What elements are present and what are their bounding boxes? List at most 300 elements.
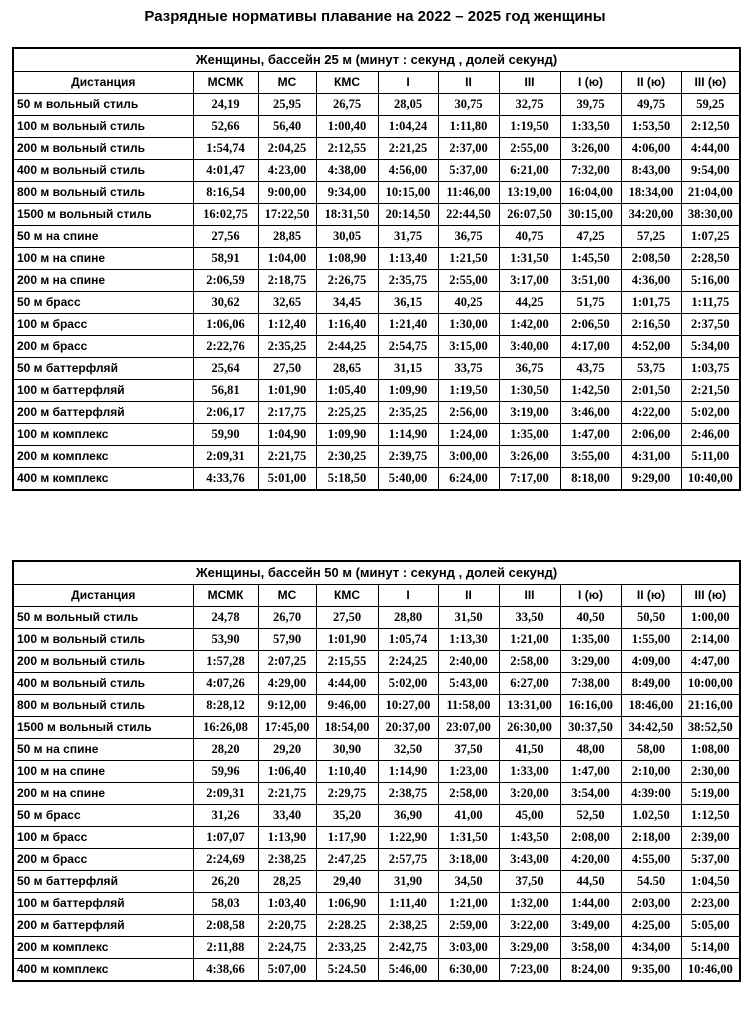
time-cell: 1:07,25 <box>681 226 740 248</box>
table-row <box>13 937 740 959</box>
time-cell: 39,75 <box>560 94 621 116</box>
time-cell: 58,00 <box>621 739 681 761</box>
table-row <box>13 651 740 673</box>
time-cell: 10:46,00 <box>681 959 740 982</box>
time-cell: 2:10,00 <box>621 761 681 783</box>
time-cell: 18:31,50 <box>316 204 378 226</box>
time-cell: 2:21,75 <box>258 446 316 468</box>
time-cell: 29,20 <box>258 739 316 761</box>
time-cell: 8:24,00 <box>560 959 621 982</box>
time-cell: 5:37,00 <box>438 160 499 182</box>
time-cell: 5:19,00 <box>681 783 740 805</box>
time-cell: 1:21,00 <box>438 893 499 915</box>
time-cell: 2:39,00 <box>681 827 740 849</box>
time-cell: 25,64 <box>193 358 258 380</box>
table-row <box>13 695 740 717</box>
time-cell: 51,75 <box>560 292 621 314</box>
table-row <box>13 805 740 827</box>
time-cell: 3:19,00 <box>499 402 560 424</box>
table-row <box>13 827 740 849</box>
time-cell: 3:46,00 <box>560 402 621 424</box>
time-cell: 3:54,00 <box>560 783 621 805</box>
distance-cell: 200 м баттерфляй <box>13 915 193 937</box>
column-header-rank: МС <box>258 72 316 94</box>
distance-cell: 1500 м вольный стиль <box>13 204 193 226</box>
time-cell: 49,75 <box>621 94 681 116</box>
time-cell: 16:04,00 <box>560 182 621 204</box>
distance-cell: 100 м вольный стиль <box>13 116 193 138</box>
table-row <box>13 314 740 336</box>
time-cell: 2:44,25 <box>316 336 378 358</box>
column-header-rank: III (ю) <box>681 72 740 94</box>
time-cell: 52,50 <box>560 805 621 827</box>
distance-cell: 100 м на спине <box>13 761 193 783</box>
column-header-rank: II <box>438 585 499 607</box>
time-cell: 1:13,40 <box>378 248 438 270</box>
time-cell: 10:27,00 <box>378 695 438 717</box>
distance-cell: 50 м на спине <box>13 739 193 761</box>
time-cell: 45,00 <box>499 805 560 827</box>
column-header-rank: II (ю) <box>621 585 681 607</box>
column-header-rank: II <box>438 72 499 94</box>
table-row <box>13 226 740 248</box>
distance-cell: 1500 м вольный стиль <box>13 717 193 739</box>
time-cell: 4:06,00 <box>621 138 681 160</box>
time-cell: 44,25 <box>499 292 560 314</box>
time-cell: 1:22,90 <box>378 827 438 849</box>
time-cell: 18:54,00 <box>316 717 378 739</box>
time-cell: 2:07,25 <box>258 651 316 673</box>
table-row <box>13 204 740 226</box>
time-cell: 2:30,25 <box>316 446 378 468</box>
time-cell: 5:14,00 <box>681 937 740 959</box>
time-cell: 9:46,00 <box>316 695 378 717</box>
time-cell: 2:12,50 <box>681 116 740 138</box>
time-cell: 1:01,90 <box>258 380 316 402</box>
distance-cell: 400 м комплекс <box>13 959 193 982</box>
time-cell: 2:35,25 <box>258 336 316 358</box>
table-row <box>13 893 740 915</box>
time-cell: 53,90 <box>193 629 258 651</box>
time-cell: 1:00,40 <box>316 116 378 138</box>
table-row <box>13 160 740 182</box>
time-cell: 2:35,25 <box>378 402 438 424</box>
time-cell: 31,50 <box>438 607 499 629</box>
time-cell: 38:30,00 <box>681 204 740 226</box>
time-cell: 1:42,00 <box>499 314 560 336</box>
time-cell: 1:06,90 <box>316 893 378 915</box>
table-row <box>13 402 740 424</box>
time-cell: 3:17,00 <box>499 270 560 292</box>
time-cell: 2:56,00 <box>438 402 499 424</box>
column-header-rank: I <box>378 72 438 94</box>
time-cell: 1:57,28 <box>193 651 258 673</box>
time-cell: 2:25,25 <box>316 402 378 424</box>
table-row <box>13 673 740 695</box>
table-row <box>13 358 740 380</box>
time-cell: 17:45,00 <box>258 717 316 739</box>
time-cell: 1.02,50 <box>621 805 681 827</box>
time-cell: 2:37,00 <box>438 138 499 160</box>
column-header-rank: I (ю) <box>560 585 621 607</box>
column-header-distance: Дистанция <box>13 585 193 607</box>
time-cell: 6:21,00 <box>499 160 560 182</box>
table-row <box>13 292 740 314</box>
time-cell: 2:46,00 <box>681 424 740 446</box>
distance-cell: 400 м вольный стиль <box>13 673 193 695</box>
time-cell: 5:43,00 <box>438 673 499 695</box>
distance-cell: 800 м вольный стиль <box>13 182 193 204</box>
time-cell: 24,78 <box>193 607 258 629</box>
time-cell: 1:45,50 <box>560 248 621 270</box>
distance-cell: 100 м баттерфляй <box>13 893 193 915</box>
time-cell: 36,75 <box>438 226 499 248</box>
time-cell: 3:49,00 <box>560 915 621 937</box>
time-cell: 2:06,50 <box>560 314 621 336</box>
time-cell: 3:15,00 <box>438 336 499 358</box>
table-row <box>13 739 740 761</box>
time-cell: 2:58,00 <box>499 651 560 673</box>
time-cell: 38:52,50 <box>681 717 740 739</box>
time-cell: 1:14,90 <box>378 424 438 446</box>
time-cell: 2:22,76 <box>193 336 258 358</box>
time-cell: 41,50 <box>499 739 560 761</box>
time-cell: 9:29,00 <box>621 468 681 491</box>
time-cell: 3:03,00 <box>438 937 499 959</box>
table-row <box>13 138 740 160</box>
time-cell: 2:47,25 <box>316 849 378 871</box>
time-cell: 27,50 <box>316 607 378 629</box>
time-cell: 2:28,50 <box>681 248 740 270</box>
time-cell: 9:34,00 <box>316 182 378 204</box>
time-cell: 2:33,25 <box>316 937 378 959</box>
column-header-rank: МСМК <box>193 585 258 607</box>
time-cell: 1:31,50 <box>438 827 499 849</box>
time-cell: 34:20,00 <box>621 204 681 226</box>
time-cell: 2:23,00 <box>681 893 740 915</box>
time-cell: 8:49,00 <box>621 673 681 695</box>
time-cell: 20:14,50 <box>378 204 438 226</box>
time-cell: 9:00,00 <box>258 182 316 204</box>
distance-cell: 200 м баттерфляй <box>13 402 193 424</box>
time-cell: 1:35,00 <box>499 424 560 446</box>
time-cell: 59,96 <box>193 761 258 783</box>
time-cell: 16:02,75 <box>193 204 258 226</box>
time-cell: 2:18,75 <box>258 270 316 292</box>
time-cell: 18:34,00 <box>621 182 681 204</box>
time-cell: 2:08,50 <box>621 248 681 270</box>
time-cell: 2:35,75 <box>378 270 438 292</box>
time-cell: 3:43,00 <box>499 849 560 871</box>
time-cell: 28,25 <box>258 871 316 893</box>
time-cell: 8:16,54 <box>193 182 258 204</box>
table-row <box>13 849 740 871</box>
time-cell: 1:12,40 <box>258 314 316 336</box>
time-cell: 2:12,55 <box>316 138 378 160</box>
time-cell: 2:09,31 <box>193 783 258 805</box>
time-cell: 1:08,90 <box>316 248 378 270</box>
time-cell: 1:21,40 <box>378 314 438 336</box>
time-cell: 29,40 <box>316 871 378 893</box>
distance-cell: 800 м вольный стиль <box>13 695 193 717</box>
time-cell: 4:34,00 <box>621 937 681 959</box>
time-cell: 36,75 <box>499 358 560 380</box>
time-cell: 3:18,00 <box>438 849 499 871</box>
time-cell: 4:20,00 <box>560 849 621 871</box>
time-cell: 31,75 <box>378 226 438 248</box>
time-cell: 5:11,00 <box>681 446 740 468</box>
time-cell: 5:05,00 <box>681 915 740 937</box>
time-cell: 10:15,00 <box>378 182 438 204</box>
time-cell: 2:06,59 <box>193 270 258 292</box>
table-row <box>13 915 740 937</box>
time-cell: 1:54,74 <box>193 138 258 160</box>
time-cell: 2:40,00 <box>438 651 499 673</box>
table-caption: Женщины, бассейн 50 м (минут : секунд , долей секунд) <box>13 561 740 585</box>
time-cell: 2:06,00 <box>621 424 681 446</box>
time-cell: 1:32,00 <box>499 893 560 915</box>
time-cell: 1:19,50 <box>499 116 560 138</box>
time-cell: 6:27,00 <box>499 673 560 695</box>
distance-cell: 400 м вольный стиль <box>13 160 193 182</box>
time-cell: 5:02,00 <box>378 673 438 695</box>
distance-cell: 100 м баттерфляй <box>13 380 193 402</box>
time-cell: 2:01,50 <box>621 380 681 402</box>
table-row <box>13 424 740 446</box>
time-cell: 1:21,00 <box>499 629 560 651</box>
time-cell: 7:23,00 <box>499 959 560 982</box>
time-cell: 32,75 <box>499 94 560 116</box>
time-cell: 26:30,00 <box>499 717 560 739</box>
time-cell: 31,90 <box>378 871 438 893</box>
time-cell: 4:29,00 <box>258 673 316 695</box>
time-cell: 1:06,06 <box>193 314 258 336</box>
time-cell: 4:56,00 <box>378 160 438 182</box>
distance-cell: 200 м на спине <box>13 783 193 805</box>
time-cell: 1:04,24 <box>378 116 438 138</box>
table-row <box>13 629 740 651</box>
table-header-row <box>13 72 740 94</box>
column-header-rank: КМС <box>316 72 378 94</box>
time-cell: 7:17,00 <box>499 468 560 491</box>
time-cell: 31,26 <box>193 805 258 827</box>
distance-cell: 50 м баттерфляй <box>13 358 193 380</box>
table-row <box>13 116 740 138</box>
time-cell: 1:31,50 <box>499 248 560 270</box>
time-cell: 2:42,75 <box>378 937 438 959</box>
time-cell: 27,56 <box>193 226 258 248</box>
column-header-rank: II (ю) <box>621 72 681 94</box>
column-header-rank: III <box>499 585 560 607</box>
time-cell: 2:06,17 <box>193 402 258 424</box>
time-cell: 2:24,25 <box>378 651 438 673</box>
time-cell: 3:29,00 <box>560 651 621 673</box>
time-cell: 31,15 <box>378 358 438 380</box>
time-cell: 22:44,50 <box>438 204 499 226</box>
time-cell: 28,05 <box>378 94 438 116</box>
table-caption-row <box>13 48 740 72</box>
time-cell: 32,65 <box>258 292 316 314</box>
time-cell: 1:05,40 <box>316 380 378 402</box>
distance-cell: 100 м на спине <box>13 248 193 270</box>
time-cell: 2:17,75 <box>258 402 316 424</box>
time-cell: 4:09,00 <box>621 651 681 673</box>
time-cell: 58,03 <box>193 893 258 915</box>
time-cell: 1:13,90 <box>258 827 316 849</box>
distance-cell: 100 м вольный стиль <box>13 629 193 651</box>
time-cell: 17:22,50 <box>258 204 316 226</box>
time-cell: 6:24,00 <box>438 468 499 491</box>
time-cell: 56,81 <box>193 380 258 402</box>
table-row <box>13 182 740 204</box>
time-cell: 8:43,00 <box>621 160 681 182</box>
time-cell: 48,00 <box>560 739 621 761</box>
time-cell: 1:24,00 <box>438 424 499 446</box>
time-cell: 1:42,50 <box>560 380 621 402</box>
time-cell: 13:31,00 <box>499 695 560 717</box>
distance-cell: 200 м брасс <box>13 336 193 358</box>
time-cell: 59,90 <box>193 424 258 446</box>
distance-cell: 200 м вольный стиль <box>13 651 193 673</box>
time-cell: 50,50 <box>621 607 681 629</box>
distance-cell: 200 м комплекс <box>13 937 193 959</box>
time-cell: 4:17,00 <box>560 336 621 358</box>
time-cell: 5:24.50 <box>316 959 378 982</box>
time-cell: 9:54,00 <box>681 160 740 182</box>
time-cell: 1:10,40 <box>316 761 378 783</box>
time-cell: 9:12,00 <box>258 695 316 717</box>
time-cell: 3:26,00 <box>499 446 560 468</box>
time-cell: 2:14,00 <box>681 629 740 651</box>
time-cell: 1:05,74 <box>378 629 438 651</box>
distance-cell: 50 м вольный стиль <box>13 94 193 116</box>
time-cell: 1:53,50 <box>621 116 681 138</box>
time-cell: 4:44,00 <box>316 673 378 695</box>
time-cell: 11:58,00 <box>438 695 499 717</box>
time-cell: 3:22,00 <box>499 915 560 937</box>
column-header-distance: Дистанция <box>13 72 193 94</box>
time-cell: 52,66 <box>193 116 258 138</box>
time-cell: 1:03,40 <box>258 893 316 915</box>
time-cell: 56,40 <box>258 116 316 138</box>
table-row <box>13 761 740 783</box>
time-cell: 35,20 <box>316 805 378 827</box>
time-cell: 2:39,75 <box>378 446 438 468</box>
time-cell: 4:36,00 <box>621 270 681 292</box>
time-cell: 34:42,50 <box>621 717 681 739</box>
time-cell: 6:30,00 <box>438 959 499 982</box>
time-cell: 8:28,12 <box>193 695 258 717</box>
time-cell: 1:55,00 <box>621 629 681 651</box>
time-cell: 5:37,00 <box>681 849 740 871</box>
pool-25m-table <box>12 47 741 491</box>
time-cell: 40,75 <box>499 226 560 248</box>
time-cell: 30,62 <box>193 292 258 314</box>
table-row <box>13 336 740 358</box>
distance-cell: 100 м брасс <box>13 314 193 336</box>
time-cell: 1:21,50 <box>438 248 499 270</box>
distance-cell: 200 м комплекс <box>13 446 193 468</box>
time-cell: 34,45 <box>316 292 378 314</box>
time-cell: 7:32,00 <box>560 160 621 182</box>
time-cell: 1:30,50 <box>499 380 560 402</box>
time-cell: 4:44,00 <box>681 138 740 160</box>
time-cell: 2:29,75 <box>316 783 378 805</box>
time-cell: 1:04,90 <box>258 424 316 446</box>
time-cell: 1:04,50 <box>681 871 740 893</box>
time-cell: 2:38,25 <box>378 915 438 937</box>
column-header-rank: МСМК <box>193 72 258 94</box>
time-cell: 4:22,00 <box>621 402 681 424</box>
time-cell: 20:37,00 <box>378 717 438 739</box>
time-cell: 4:25,00 <box>621 915 681 937</box>
time-cell: 1:30,00 <box>438 314 499 336</box>
distance-cell: 50 м на спине <box>13 226 193 248</box>
time-cell: 40,50 <box>560 607 621 629</box>
time-cell: 2:28.25 <box>316 915 378 937</box>
table-row <box>13 607 740 629</box>
time-cell: 4:31,00 <box>621 446 681 468</box>
time-cell: 26,20 <box>193 871 258 893</box>
time-cell: 34,50 <box>438 871 499 893</box>
page-title: Разрядные нормативы плавание на 2022 – 2025 год женщины <box>144 8 606 25</box>
time-cell: 4:33,76 <box>193 468 258 491</box>
time-cell: 5:46,00 <box>378 959 438 982</box>
column-header-rank: КМС <box>316 585 378 607</box>
time-cell: 16:16,00 <box>560 695 621 717</box>
table-row <box>13 468 740 491</box>
time-cell: 1:14,90 <box>378 761 438 783</box>
time-cell: 26:07,50 <box>499 204 560 226</box>
table-row <box>13 248 740 270</box>
time-cell: 5:40,00 <box>378 468 438 491</box>
time-cell: 1:44,00 <box>560 893 621 915</box>
time-cell: 1:17,90 <box>316 827 378 849</box>
time-cell: 2:08,00 <box>560 827 621 849</box>
time-cell: 23:07,00 <box>438 717 499 739</box>
distance-cell: 100 м брасс <box>13 827 193 849</box>
time-cell: 1:43,50 <box>499 827 560 849</box>
time-cell: 1:12,50 <box>681 805 740 827</box>
time-cell: 5:16,00 <box>681 270 740 292</box>
table-row <box>13 783 740 805</box>
time-cell: 10:40,00 <box>681 468 740 491</box>
time-cell: 1:23,00 <box>438 761 499 783</box>
time-cell: 1:03,75 <box>681 358 740 380</box>
time-cell: 36,90 <box>378 805 438 827</box>
time-cell: 2:57,75 <box>378 849 438 871</box>
time-cell: 18:46,00 <box>621 695 681 717</box>
time-cell: 54.50 <box>621 871 681 893</box>
time-cell: 33,75 <box>438 358 499 380</box>
time-cell: 47,25 <box>560 226 621 248</box>
time-cell: 28,85 <box>258 226 316 248</box>
column-header-rank: I (ю) <box>560 72 621 94</box>
distance-cell: 50 м вольный стиль <box>13 607 193 629</box>
time-cell: 30,05 <box>316 226 378 248</box>
time-cell: 30:37,50 <box>560 717 621 739</box>
time-cell: 2:09,31 <box>193 446 258 468</box>
table-row <box>13 380 740 402</box>
time-cell: 2:20,75 <box>258 915 316 937</box>
table-caption: Женщины, бассейн 25 м (минут : секунд , долей секунд) <box>13 48 740 72</box>
time-cell: 1:08,00 <box>681 739 740 761</box>
time-cell: 33,40 <box>258 805 316 827</box>
time-cell: 1:07,07 <box>193 827 258 849</box>
distance-cell: 50 м брасс <box>13 805 193 827</box>
time-cell: 9:35,00 <box>621 959 681 982</box>
time-cell: 2:38,25 <box>258 849 316 871</box>
